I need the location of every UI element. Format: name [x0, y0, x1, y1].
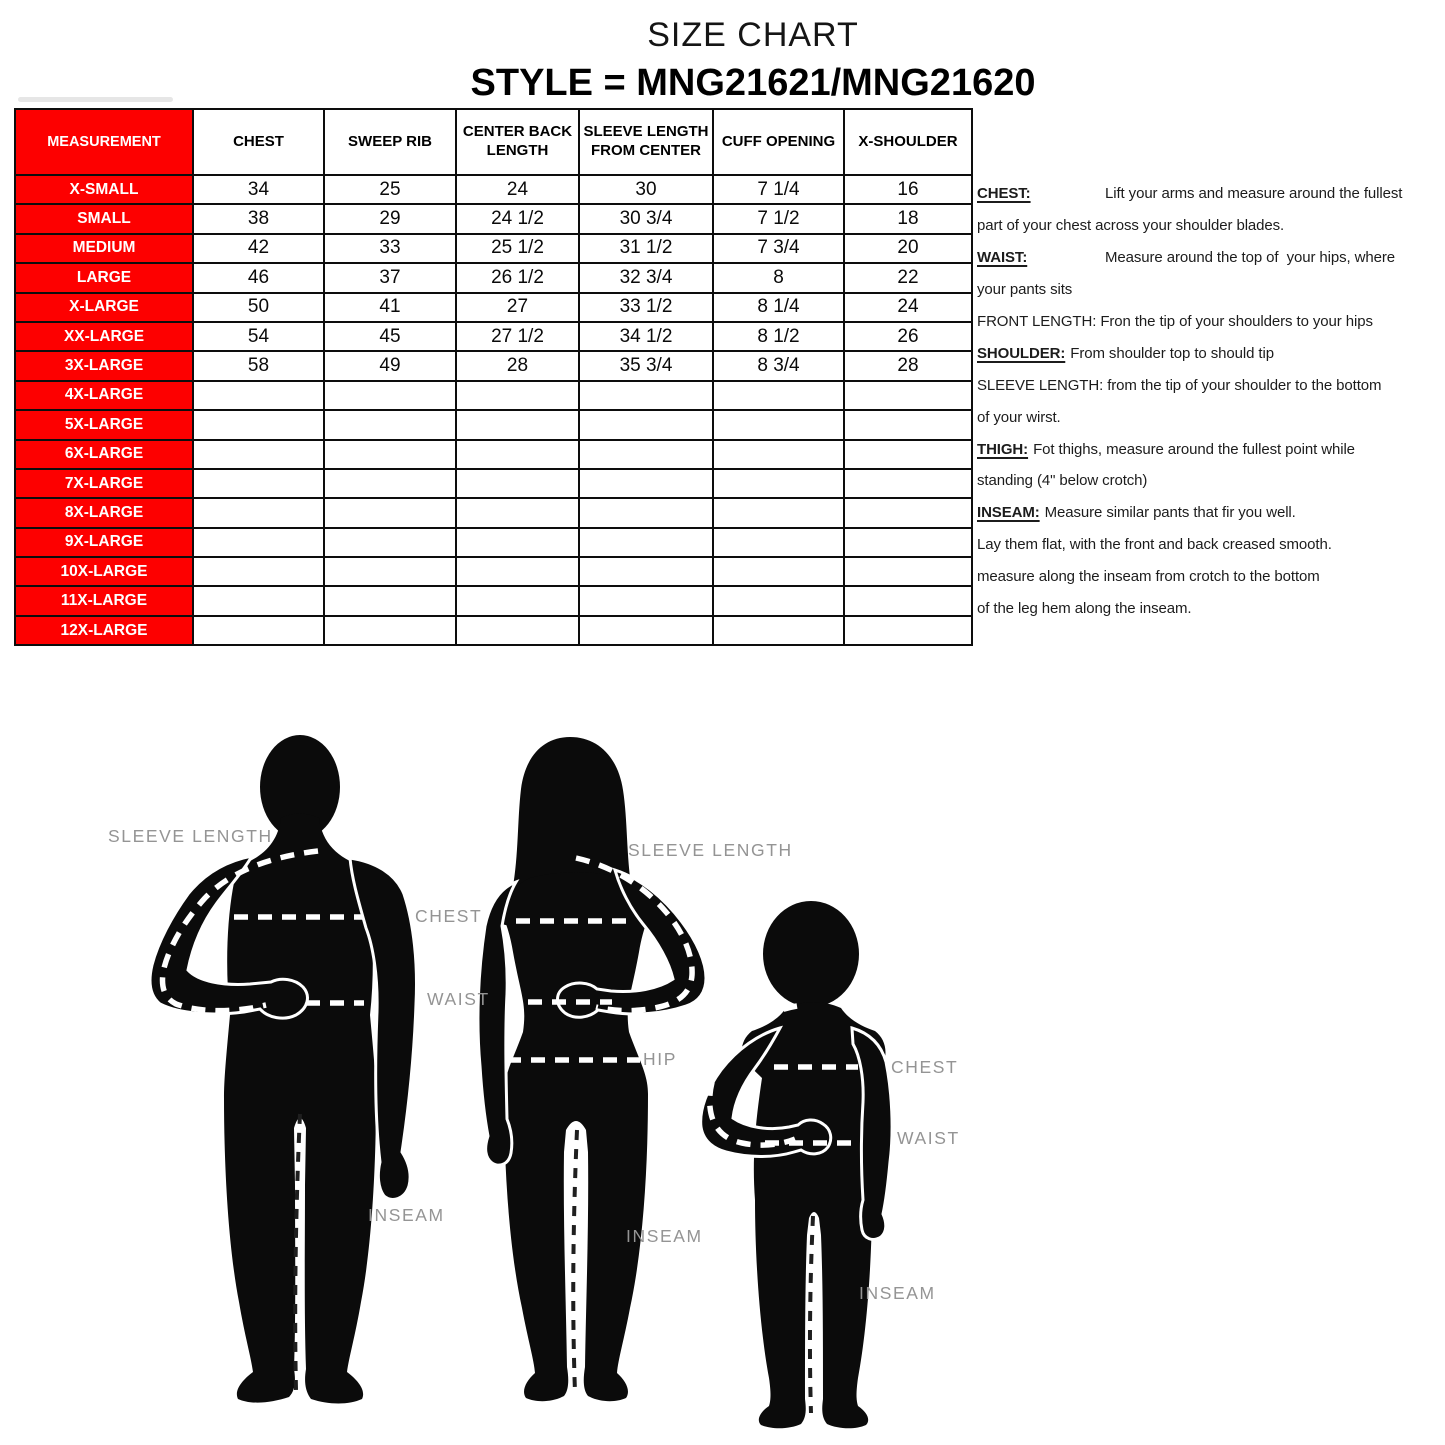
table-row: [15, 351, 972, 380]
value-cell: [193, 616, 324, 645]
value-cell: [713, 381, 844, 410]
table-row: [15, 440, 972, 469]
child-chest-label: CHEST: [891, 1057, 959, 1077]
value-cell: [713, 410, 844, 439]
header-row: [15, 109, 972, 175]
table-row: [15, 204, 972, 233]
instruction-term: CHEST:: [977, 185, 1031, 203]
size-cell: 12X-LARGE: [15, 616, 193, 645]
size-cell: XX-LARGE: [15, 322, 193, 351]
instruction-text: SLEEVE LENGTH: from the tip of your shoulder to the bottom: [977, 376, 1382, 394]
instruction-text: standing (4" below crotch): [977, 472, 1148, 490]
table-row: [15, 410, 972, 439]
instruction-line: [977, 433, 1445, 465]
child-inseam-dash-line: [810, 1216, 813, 1413]
value-cell: 50: [193, 293, 324, 322]
value-cell: [844, 381, 972, 410]
table-row: [15, 586, 972, 615]
value-cell: 25 1/2: [456, 234, 579, 263]
value-cell: 41: [324, 293, 456, 322]
instruction-line: [977, 529, 1445, 561]
child-silhouette: [701, 901, 892, 1428]
man-body: [224, 814, 376, 1404]
value-cell: [193, 586, 324, 615]
table-row: [15, 175, 972, 204]
value-cell: 33 1/2: [579, 293, 713, 322]
page-title: SIZE CHART: [647, 16, 859, 54]
value-cell: 26: [844, 322, 972, 351]
instruction-line: [977, 242, 1445, 274]
value-cell: [324, 410, 456, 439]
instruction-term: WAIST:: [977, 249, 1028, 267]
value-cell: 7 1/4: [713, 175, 844, 204]
value-cell: [456, 410, 579, 439]
value-cell: [324, 557, 456, 586]
value-cell: 7 1/2: [713, 204, 844, 233]
instruction-line: [977, 274, 1445, 306]
value-cell: [844, 498, 972, 527]
value-cell: 26 1/2: [456, 263, 579, 292]
instruction-text: Measure around the top of your hips, where: [1105, 249, 1396, 267]
value-cell: 30 3/4: [579, 204, 713, 233]
value-cell: [844, 440, 972, 469]
value-cell: [713, 557, 844, 586]
value-cell: 24: [456, 175, 579, 204]
value-cell: 46: [193, 263, 324, 292]
value-cell: [844, 410, 972, 439]
size-cell: 4X-LARGE: [15, 381, 193, 410]
column-header-sweep-rib: SWEEP RIB: [324, 109, 456, 175]
column-header-x-shoulder: X-SHOULDER: [844, 109, 972, 175]
value-cell: 42: [193, 234, 324, 263]
man-inseam-label: INSEAM: [368, 1205, 445, 1225]
size-table-header: [15, 109, 972, 175]
value-cell: [193, 440, 324, 469]
value-cell: 7 3/4: [713, 234, 844, 263]
instruction-text: of your wirst.: [977, 408, 1061, 426]
value-cell: 18: [844, 204, 972, 233]
value-cell: 8: [713, 263, 844, 292]
size-cell: X-LARGE: [15, 293, 193, 322]
size-table: [14, 108, 973, 646]
value-cell: 35 3/4: [579, 351, 713, 380]
value-cell: 54: [193, 322, 324, 351]
instruction-text: your pants sits: [977, 281, 1073, 299]
instruction-text: From shoulder top to should tip: [1070, 344, 1274, 362]
value-cell: 27 1/2: [456, 322, 579, 351]
value-cell: [579, 440, 713, 469]
child-head: [763, 901, 859, 1007]
value-cell: 37: [324, 263, 456, 292]
value-cell: 58: [193, 351, 324, 380]
value-cell: [193, 381, 324, 410]
value-cell: [456, 498, 579, 527]
size-table-body: [15, 175, 972, 645]
value-cell: 38: [193, 204, 324, 233]
value-cell: 34: [193, 175, 324, 204]
value-cell: 16: [844, 175, 972, 204]
value-cell: 49: [324, 351, 456, 380]
value-cell: [324, 381, 456, 410]
value-cell: 25: [324, 175, 456, 204]
size-cell: X-SMALL: [15, 175, 193, 204]
table-row: [15, 293, 972, 322]
column-header-cuff-opening: CUFF OPENING: [713, 109, 844, 175]
woman-inseam-dash-line: [573, 1130, 577, 1392]
value-cell: [324, 528, 456, 557]
size-cell: 9X-LARGE: [15, 528, 193, 557]
instruction-term: INSEAM:: [977, 504, 1040, 522]
instruction-line: [977, 306, 1445, 338]
value-cell: [844, 586, 972, 615]
value-cell: 24: [844, 293, 972, 322]
instruction-text: Lift your arms and measure around the fullest: [1105, 185, 1403, 203]
child-waist-label: WAIST: [897, 1128, 960, 1148]
value-cell: [579, 410, 713, 439]
value-cell: [579, 381, 713, 410]
style-subtitle: STYLE = MNG21621/MNG21620: [470, 62, 1036, 104]
table-row: [15, 234, 972, 263]
table-row: [15, 498, 972, 527]
value-cell: [713, 498, 844, 527]
woman-inseam-label: INSEAM: [626, 1226, 703, 1246]
value-cell: [713, 528, 844, 557]
instruction-text: FRONT LENGTH: Fron the tip of your shoulders to your hips: [977, 313, 1373, 330]
scan-artifact: [18, 97, 173, 102]
instruction-term: SHOULDER:: [977, 344, 1066, 362]
value-cell: 32 3/4: [579, 263, 713, 292]
table-row: [15, 322, 972, 351]
value-cell: [324, 586, 456, 615]
instruction-line: [977, 465, 1445, 497]
value-cell: [193, 410, 324, 439]
value-cell: 24 1/2: [456, 204, 579, 233]
size-cell: 3X-LARGE: [15, 351, 193, 380]
size-cell: 7X-LARGE: [15, 469, 193, 498]
value-cell: [579, 586, 713, 615]
man-sleeve-length-label: SLEEVE LENGTH: [108, 826, 273, 846]
value-cell: 29: [324, 204, 456, 233]
value-cell: [579, 498, 713, 527]
value-cell: 20: [844, 234, 972, 263]
instruction-line: [977, 561, 1445, 593]
value-cell: [456, 440, 579, 469]
table-row: [15, 381, 972, 410]
table-row: [15, 557, 972, 586]
value-cell: 34 1/2: [579, 322, 713, 351]
value-cell: 8 3/4: [713, 351, 844, 380]
value-cell: 31 1/2: [579, 234, 713, 263]
instruction-line: [977, 497, 1445, 529]
instruction-text: Fot thighs, measure around the fullest point while: [1033, 440, 1355, 458]
value-cell: 28: [844, 351, 972, 380]
man-waist-label: WAIST: [427, 989, 490, 1009]
size-cell: 11X-LARGE: [15, 586, 193, 615]
value-cell: [713, 440, 844, 469]
value-cell: [579, 528, 713, 557]
value-cell: [713, 616, 844, 645]
table-row: [15, 616, 972, 645]
instruction-term: THIGH:: [977, 440, 1029, 458]
instruction-line: [977, 178, 1445, 210]
instruction-line: [977, 401, 1445, 433]
value-cell: [579, 469, 713, 498]
value-cell: 27: [456, 293, 579, 322]
value-cell: [324, 469, 456, 498]
value-cell: [193, 469, 324, 498]
value-cell: [844, 557, 972, 586]
column-header-chest: CHEST: [193, 109, 324, 175]
value-cell: 33: [324, 234, 456, 263]
instruction-line: [977, 337, 1445, 369]
body-silhouettes: [0, 700, 1000, 1445]
value-cell: 8 1/2: [713, 322, 844, 351]
value-cell: [844, 528, 972, 557]
column-header-sleeve-length-from-center: SLEEVE LENGTH FROM CENTER: [579, 109, 713, 175]
table-row: [15, 528, 972, 557]
value-cell: [456, 586, 579, 615]
value-cell: [844, 616, 972, 645]
value-cell: [324, 440, 456, 469]
value-cell: [456, 528, 579, 557]
value-cell: [324, 498, 456, 527]
value-cell: 8 1/4: [713, 293, 844, 322]
instruction-text: of the leg hem along the inseam.: [977, 600, 1192, 618]
value-cell: [713, 586, 844, 615]
value-cell: [844, 469, 972, 498]
instruction-text: part of your chest across your shoulder blades.: [977, 217, 1285, 235]
value-cell: [579, 557, 713, 586]
value-cell: 22: [844, 263, 972, 292]
value-cell: 30: [579, 175, 713, 204]
woman-hip-label: HIP: [643, 1049, 677, 1069]
value-cell: [324, 616, 456, 645]
value-cell: [456, 381, 579, 410]
value-cell: 28: [456, 351, 579, 380]
instruction-line: [977, 593, 1445, 625]
instruction-line: [977, 210, 1445, 242]
instruction-text: Lay them flat, with the front and back creased smooth.: [977, 536, 1332, 554]
size-cell: LARGE: [15, 263, 193, 292]
size-cell: SMALL: [15, 204, 193, 233]
table-row: [15, 263, 972, 292]
value-cell: 45: [324, 322, 456, 351]
value-cell: [456, 616, 579, 645]
value-cell: [713, 469, 844, 498]
table-row: [15, 469, 972, 498]
instruction-line: [977, 369, 1445, 401]
child-inseam-label: INSEAM: [859, 1283, 936, 1303]
woman-sleeve-length-label: SLEEVE LENGTH: [628, 840, 793, 860]
value-cell: [193, 498, 324, 527]
size-cell: 6X-LARGE: [15, 440, 193, 469]
value-cell: [456, 469, 579, 498]
size-cell: 8X-LARGE: [15, 498, 193, 527]
instruction-text: measure along the inseam from crotch to the bottom: [977, 568, 1320, 586]
man-inseam-dash-line: [295, 1114, 300, 1390]
man-chest-label: CHEST: [415, 906, 483, 926]
column-header-measurement: MEASUREMENT: [15, 109, 193, 175]
value-cell: [456, 557, 579, 586]
measuring-instructions: [977, 178, 1445, 624]
size-cell: 10X-LARGE: [15, 557, 193, 586]
size-cell: MEDIUM: [15, 234, 193, 263]
column-header-center-back-length: CENTER BACK LENGTH: [456, 109, 579, 175]
value-cell: [193, 528, 324, 557]
value-cell: [579, 616, 713, 645]
instruction-text: Measure similar pants that fir you well.: [1044, 504, 1296, 522]
size-cell: 5X-LARGE: [15, 410, 193, 439]
value-cell: [193, 557, 324, 586]
